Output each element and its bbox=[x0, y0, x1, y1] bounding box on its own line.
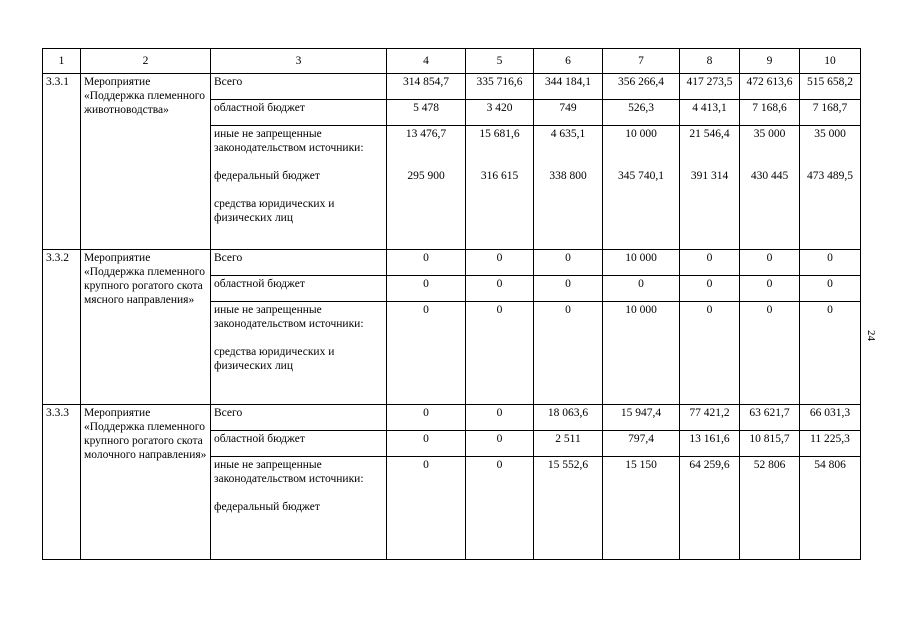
value-cell: 0 bbox=[466, 405, 534, 431]
value-cell: 18 063,6 bbox=[534, 405, 603, 431]
value-cell: 417 273,5 bbox=[680, 74, 740, 100]
spacer bbox=[469, 141, 530, 155]
header-cell-1: 1 bbox=[43, 49, 81, 74]
spacer bbox=[537, 155, 599, 169]
row-label: Всего bbox=[211, 405, 387, 431]
value-cell: 797,4 bbox=[603, 431, 680, 457]
value-cell: 15 947,4 bbox=[603, 405, 680, 431]
value-cell: 5 478 bbox=[387, 100, 466, 126]
value-cell: 314 854,7 bbox=[387, 74, 466, 100]
value-cell: 0 bbox=[423, 459, 429, 471]
value-cell: 0 bbox=[466, 431, 534, 457]
value-cell-group bbox=[466, 457, 534, 560]
spacer bbox=[743, 141, 796, 155]
value-cell: 10 815,7 bbox=[740, 431, 800, 457]
value-cell: 77 421,2 bbox=[680, 405, 740, 431]
value-cell: 35 000 bbox=[814, 128, 846, 140]
budget-table bbox=[42, 48, 861, 560]
value-cell-group bbox=[534, 126, 603, 250]
value-cell: 335 716,6 bbox=[466, 74, 534, 100]
value-cell: 0 bbox=[496, 459, 503, 471]
row-label: иные не запрещенные законодательством источники: bbox=[214, 304, 364, 330]
subline-label: федеральный бюджет bbox=[214, 501, 320, 513]
value-cell: 0 bbox=[800, 276, 861, 302]
spacer bbox=[537, 141, 599, 155]
value-cell: 0 bbox=[387, 250, 466, 276]
value-cell: 13 476,7 bbox=[405, 128, 447, 140]
value-cell: 0 bbox=[565, 304, 571, 316]
header-cell-7: 7 bbox=[603, 49, 680, 74]
value-cell-group bbox=[740, 302, 800, 405]
value-cell-group bbox=[534, 302, 603, 405]
row-label: иные не запрещенные законодательством источники: bbox=[214, 128, 364, 154]
value-cell: 472 613,6 bbox=[740, 74, 800, 100]
value-cell: 0 bbox=[387, 276, 466, 302]
spacer bbox=[214, 183, 383, 197]
header-cell-4: 4 bbox=[387, 49, 466, 74]
spacer bbox=[214, 155, 383, 169]
row-label: Всего bbox=[211, 250, 387, 276]
value-cell-group bbox=[740, 126, 800, 250]
value-cell-group bbox=[387, 126, 466, 250]
header-cell-8: 8 bbox=[680, 49, 740, 74]
section-title: Мероприятие «Поддержка племенного крупного рогатого скота мясного направления» bbox=[81, 250, 211, 405]
value-cell: 0 bbox=[603, 276, 680, 302]
value-cell: 7 168,7 bbox=[800, 100, 861, 126]
value-cell: 0 bbox=[766, 304, 773, 316]
value-cell: 2 511 bbox=[534, 431, 603, 457]
value-cell: 0 bbox=[740, 250, 800, 276]
header-cell-3: 3 bbox=[211, 49, 387, 74]
value-cell: 0 bbox=[534, 250, 603, 276]
row-label-group bbox=[211, 302, 387, 405]
value-cell: 0 bbox=[800, 250, 861, 276]
value-cell: 15 150 bbox=[625, 459, 657, 471]
header-cell-5: 5 bbox=[466, 49, 534, 74]
value-cell-group bbox=[466, 126, 534, 250]
value-cell: 391 314 bbox=[690, 170, 729, 182]
value-cell: 0 bbox=[680, 276, 740, 302]
value-cell-group bbox=[603, 457, 680, 560]
value-cell: 4 413,1 bbox=[680, 100, 740, 126]
subline-label: средства юридических и физических лиц bbox=[214, 198, 335, 224]
value-cell: 526,3 bbox=[603, 100, 680, 126]
subline-label: федеральный бюджет bbox=[214, 170, 320, 182]
value-cell: 15 552,6 bbox=[547, 459, 589, 471]
value-cell-group bbox=[800, 302, 861, 405]
value-cell: 338 800 bbox=[549, 170, 587, 182]
value-cell-group bbox=[603, 302, 680, 405]
value-cell: 515 658,2 bbox=[800, 74, 861, 100]
spacer bbox=[390, 141, 462, 155]
row-label: областной бюджет bbox=[211, 431, 387, 457]
value-cell: 3 420 bbox=[466, 100, 534, 126]
value-cell: 10 000 bbox=[603, 250, 680, 276]
value-cell-group bbox=[680, 126, 740, 250]
section-code: 3.3.1 bbox=[43, 74, 81, 250]
header-cell-2: 2 bbox=[81, 49, 211, 74]
header-cell-9: 9 bbox=[740, 49, 800, 74]
value-cell: 7 168,6 bbox=[740, 100, 800, 126]
value-cell-group bbox=[387, 457, 466, 560]
value-cell: 295 900 bbox=[407, 170, 445, 182]
value-cell: 356 266,4 bbox=[603, 74, 680, 100]
row-label: областной бюджет bbox=[211, 276, 387, 302]
header-row bbox=[43, 49, 861, 74]
spacer bbox=[803, 141, 857, 155]
table-body bbox=[43, 49, 861, 560]
value-cell: 4 635,1 bbox=[550, 128, 586, 140]
spacer bbox=[683, 155, 736, 169]
subline-label: средства юридических и физических лиц bbox=[214, 346, 335, 372]
value-cell: 10 000 bbox=[625, 304, 657, 316]
value-cell: 10 000 bbox=[625, 128, 657, 140]
value-cell: 0 bbox=[387, 405, 466, 431]
value-cell: 345 740,1 bbox=[618, 170, 664, 182]
row-label: иные не запрещенные законодательством источники: bbox=[214, 459, 364, 485]
spacer bbox=[390, 155, 462, 169]
section-code: 3.3.2 bbox=[43, 250, 81, 405]
value-cell: 0 bbox=[706, 304, 713, 316]
value-cell: 0 bbox=[534, 276, 603, 302]
value-cell: 52 806 bbox=[753, 459, 786, 471]
section-code: 3.3.3 bbox=[43, 405, 81, 560]
spacer bbox=[683, 141, 736, 155]
value-cell: 66 031,3 bbox=[800, 405, 861, 431]
value-cell-group bbox=[387, 302, 466, 405]
section-title: Мероприятие «Поддержка племенного крупного рогатого скота молочного направления» bbox=[81, 405, 211, 560]
row-label-group bbox=[211, 126, 387, 250]
value-cell: 473 489,5 bbox=[807, 170, 853, 182]
value-cell-group bbox=[603, 126, 680, 250]
spacer bbox=[743, 155, 796, 169]
value-cell: 0 bbox=[680, 250, 740, 276]
spacer bbox=[469, 155, 530, 169]
spacer bbox=[606, 155, 676, 169]
value-cell: 344 184,1 bbox=[534, 74, 603, 100]
value-cell: 15 681,6 bbox=[479, 128, 520, 140]
value-cell-group bbox=[800, 457, 861, 560]
spacer bbox=[214, 486, 383, 500]
value-cell: 54 806 bbox=[814, 459, 846, 471]
value-cell: 13 161,6 bbox=[680, 431, 740, 457]
value-cell: 316 615 bbox=[480, 170, 519, 182]
value-cell: 21 546,4 bbox=[689, 128, 730, 140]
value-cell: 63 621,7 bbox=[740, 405, 800, 431]
spacer bbox=[803, 155, 857, 169]
spacer bbox=[606, 141, 676, 155]
value-cell: 64 259,6 bbox=[689, 459, 730, 471]
spacer bbox=[214, 331, 383, 345]
value-cell-group bbox=[740, 457, 800, 560]
table-row bbox=[43, 405, 861, 431]
value-cell-group bbox=[680, 457, 740, 560]
value-cell: 0 bbox=[466, 276, 534, 302]
value-cell: 0 bbox=[387, 431, 466, 457]
value-cell: 35 000 bbox=[753, 128, 786, 140]
table-row bbox=[43, 250, 861, 276]
value-cell-group bbox=[800, 126, 861, 250]
value-cell-group bbox=[680, 302, 740, 405]
value-cell: 0 bbox=[466, 250, 534, 276]
row-label: областной бюджет bbox=[211, 100, 387, 126]
header-cell-10: 10 bbox=[800, 49, 861, 74]
value-cell-group bbox=[466, 302, 534, 405]
value-cell: 11 225,3 bbox=[800, 431, 861, 457]
value-cell: 0 bbox=[496, 304, 503, 316]
value-cell: 0 bbox=[827, 304, 833, 316]
value-cell: 430 445 bbox=[750, 170, 789, 182]
row-label: Всего bbox=[211, 74, 387, 100]
header-cell-6: 6 bbox=[534, 49, 603, 74]
page-number: 24 bbox=[865, 330, 877, 341]
value-cell: 0 bbox=[740, 276, 800, 302]
section-title: Мероприятие «Поддержка племенного животноводства» bbox=[81, 74, 211, 250]
value-cell: 0 bbox=[423, 304, 429, 316]
value-cell-group bbox=[534, 457, 603, 560]
row-label-group bbox=[211, 457, 387, 560]
value-cell: 749 bbox=[534, 100, 603, 126]
table-row bbox=[43, 74, 861, 100]
